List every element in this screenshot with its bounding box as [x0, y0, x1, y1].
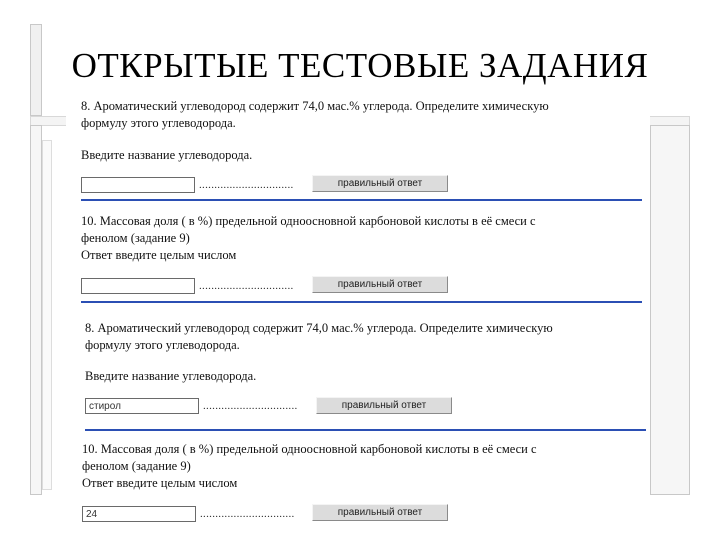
- question-10-dots: ...............................: [200, 508, 295, 520]
- question-8-prompt: Введите название углеводорода.: [81, 148, 253, 162]
- question-divider: [81, 301, 642, 303]
- question-10-answer-input[interactable]: [81, 278, 195, 294]
- question-8-answer-input[interactable]: [81, 177, 195, 193]
- frame-left-decoration: [30, 125, 42, 495]
- question-10-check-button[interactable]: правильный ответ: [312, 504, 448, 521]
- question-8-text-line1: 8. Ароматический углеводород содержит 74,0 мас.% углерода. Определите химическую: [81, 99, 549, 113]
- question-10-check-button[interactable]: правильный ответ: [312, 276, 448, 293]
- question-8-dots: ...............................: [199, 179, 294, 191]
- question-10-text-line2: фенолом (задание 9): [81, 231, 190, 245]
- frame-inner-left-decoration: [42, 140, 52, 490]
- question-10-prompt: Ответ введите целым числом: [81, 248, 237, 262]
- question-8-prompt: Введите название углеводорода.: [85, 369, 257, 383]
- test-screenshot-empty: [66, 96, 650, 304]
- question-8-dots: ...............................: [203, 400, 298, 412]
- question-10-dots: ...............................: [199, 280, 294, 292]
- question-8-text-line2: формулу этого углеводорода.: [81, 116, 236, 130]
- question-divider: [81, 199, 642, 201]
- question-10-text-line2: фенолом (задание 9): [82, 459, 191, 473]
- test-screenshot-filled: [70, 312, 650, 526]
- question-divider: [85, 429, 646, 431]
- question-8-text-line2: формулу этого углеводорода.: [85, 338, 240, 352]
- slide-title: ОТКРЫТЫЕ ТЕСТОВЫЕ ЗАДАНИЯ: [71, 46, 649, 85]
- question-10-answer-input[interactable]: [82, 506, 196, 522]
- question-8-text-line1: 8. Ароматический углеводород содержит 74,0 мас.% углерода. Определите химическую: [85, 321, 553, 335]
- question-8-answer-input[interactable]: [85, 398, 199, 414]
- frame-right-decoration: [650, 125, 690, 495]
- question-10-text-line1: 10. Массовая доля ( в %) предельной одноосновной карбоновой кислоты в её смеси с: [82, 442, 537, 456]
- question-10-prompt: Ответ введите целым числом: [82, 476, 238, 490]
- question-8-check-button[interactable]: правильный ответ: [312, 175, 448, 192]
- question-10-text-line1: 10. Массовая доля ( в %) предельной одноосновной карбоновой кислоты в её смеси с: [81, 214, 536, 228]
- question-8-check-button[interactable]: правильный ответ: [316, 397, 452, 414]
